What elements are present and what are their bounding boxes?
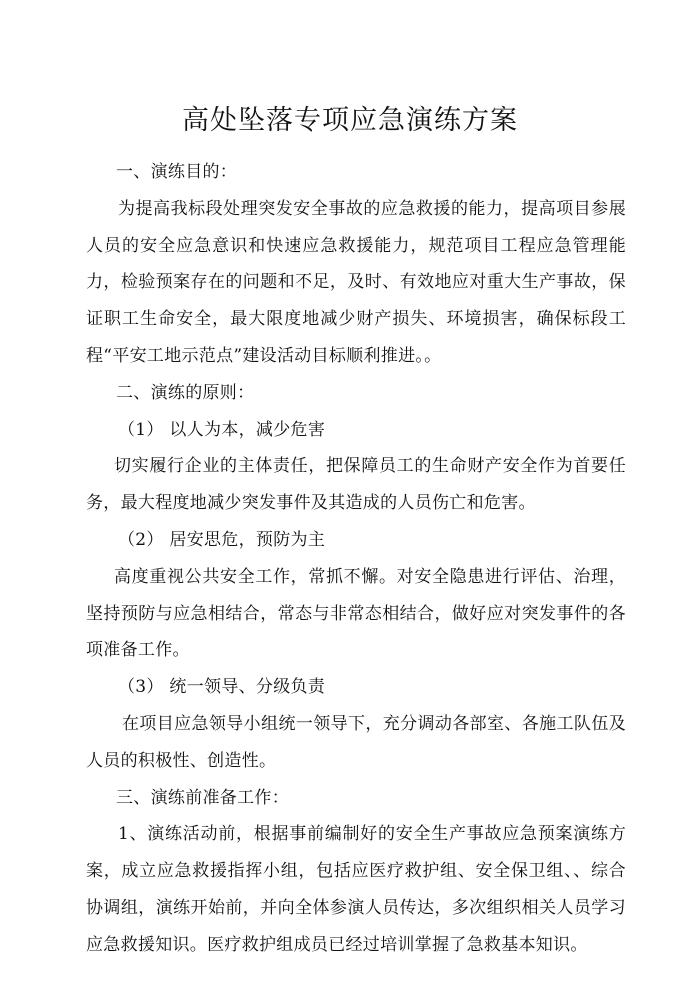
principle-1-heading: （1） 以人为本，减少危害 <box>118 419 326 440</box>
principle-3-heading: （3） 统一领导、分级负责 <box>118 677 326 698</box>
section-heading-principles: 二、演练的原则： <box>116 382 255 403</box>
document-body <box>86 154 626 964</box>
document-title: 高处坠落专项应急演练方案 <box>182 105 518 136</box>
purpose-paragraph: 为提高我标段处理突发安全事故的应急救援的能力，提高项目参展人员的安全应急意识和快速应急救援能力，规范项目工程应急管理能力，检验预案存在的问题和不足，及时、有效地应对重大生产事故，保证职工生命安全，最大限度地减少财产损失、环境损害，确保标段工程“平安工地示范点”建设活动目标顺利推进。。 <box>86 198 626 366</box>
section-heading-preparation: 三、演练前准备工作： <box>116 787 289 808</box>
section-heading-purpose: 一、演练目的： <box>116 162 238 182</box>
principle-3-paragraph: 在项目应急领导小组统一领导下，充分调动各部室、各施工队伍及人员的积极性、创造性。 <box>86 713 626 771</box>
principle-2-paragraph: 高度重视公共安全工作，常抓不懈。对安全隐患进行评估、治理，坚持预防与应急相结合，常态与非常态相结合，做好应对突发事件的各项准备工作。 <box>86 566 626 661</box>
principle-1-paragraph: 切实履行企业的主体责任，把保障员工的生命财产安全作为首要任务，最大程度地减少突发事件及其造成的人员伤亡和危害。 <box>86 456 626 514</box>
principle-2-heading: （2） 居安思危，预防为主 <box>118 529 326 550</box>
preparation-paragraph-1: 1、演练活动前，根据事前编制好的安全生产事故应急预案演练方案，成立应急救援指挥小组，包括应医疗救护组、安全保卫组、、综合协调组，演练开始前，并向全体参演人员传达，多次组织相关人员学习应急救援知识。医疗救护组成员已经过培训掌握了急救基本知识。 <box>86 824 626 955</box>
